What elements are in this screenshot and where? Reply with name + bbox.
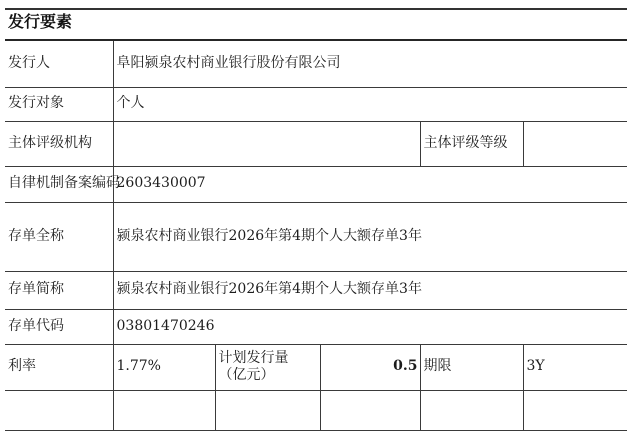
- page-title: 发行要素: [8, 12, 73, 31]
- target-value: 个人: [113, 87, 627, 121]
- rate-label: 利率: [5, 344, 113, 390]
- full-name-value: 颍泉农村商业银行2026年第4期个人大额存单3年: [113, 202, 627, 271]
- target-label: 发行对象: [5, 87, 113, 121]
- row-cd-code: [5, 309, 627, 344]
- clipped-cell-2: [113, 390, 215, 430]
- short-name-value: 颍泉农村商业银行2026年第4期个人大额存单3年: [113, 271, 627, 309]
- issuer-label: 发行人: [5, 40, 113, 87]
- top-rule: [5, 8, 627, 10]
- row-rating: [5, 121, 627, 166]
- issuance-elements-table: [5, 39, 627, 431]
- row-clipped: [5, 390, 627, 430]
- cd-code-label: 存单代码: [5, 309, 113, 344]
- planned-volume-label-line2: （亿元）: [218, 367, 275, 383]
- row-filing-code: [5, 166, 627, 202]
- issuer-value: 阜阳颍泉农村商业银行股份有限公司: [113, 40, 627, 87]
- term-label: 期限: [420, 344, 523, 390]
- row-short-name: [5, 271, 627, 309]
- full-name-label: 存单全称: [5, 202, 113, 271]
- rating-level-label: 主体评级等级: [420, 121, 523, 166]
- filing-code-label: 自律机制备案编码: [5, 166, 113, 202]
- clipped-cell-6: [523, 390, 627, 430]
- filing-code-value: 2603430007: [113, 166, 627, 202]
- row-rate: [5, 344, 627, 390]
- clipped-cell-3: [215, 390, 320, 430]
- planned-volume-label-line1: 计划发行量: [218, 349, 289, 366]
- clipped-cell-5: [420, 390, 523, 430]
- planned-volume-label: [215, 344, 320, 390]
- rating-agency-label: 主体评级机构: [5, 121, 113, 166]
- short-name-label: 存单简称: [5, 271, 113, 309]
- row-target: [5, 87, 627, 121]
- rating-agency-value: [113, 121, 420, 166]
- rate-value: 1.77%: [113, 344, 215, 390]
- rating-level-value: [523, 121, 627, 166]
- planned-volume-value: 0.5: [320, 344, 420, 390]
- clipped-cell-1: [5, 390, 113, 430]
- row-full-name: [5, 202, 627, 271]
- row-issuer: [5, 40, 627, 87]
- clipped-cell-4: [320, 390, 420, 430]
- term-value: 3Y: [523, 344, 627, 390]
- cd-code-value: 03801470246: [113, 309, 627, 344]
